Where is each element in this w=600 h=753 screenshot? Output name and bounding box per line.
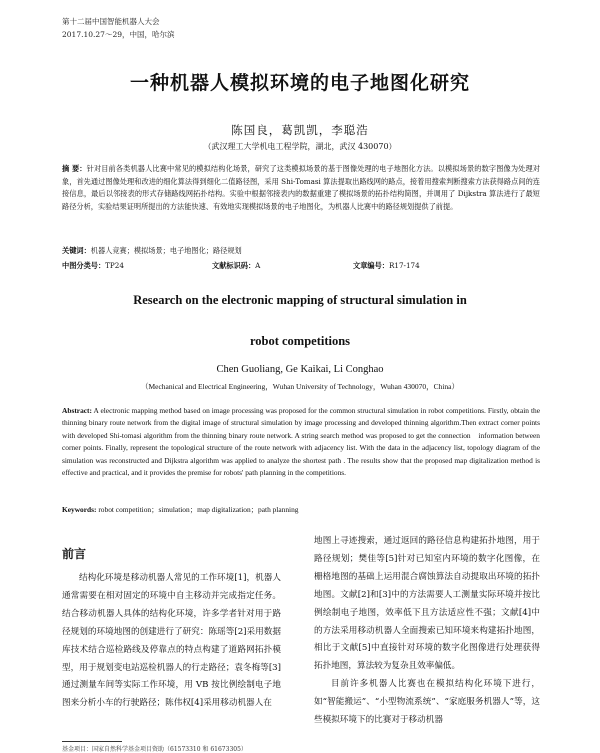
body-column-left: 结构化环境是移动机器人常见的工作环境[1]，机器人通常需要在相对固定的环境中自主移动并完成指定任务。结合移动机器人具体的结构化环境，许多学者针对用于路径规划的环境地图的创建进行了研究：陈瑶等[2]采用数据库技术结合巡检路线及停靠点的特点构建了道路网拓扑模型，用于规划变电站巡检机器人的行走路径；袁冬梅等[3]通过测量车间等实际工作环境，用 VB 按比例绘制电子地图来分析小车的行驶路径；陈伟权[4]采用移动机器人在 xyxy=(62,573,281,709)
clc-number: 中图分类号：TP24 xyxy=(62,261,124,270)
paper-title-en-line2: robot competitions xyxy=(249,334,351,348)
abstract-en xyxy=(62,405,540,479)
keywords-cn-label: 关键词： xyxy=(62,246,91,255)
paper-title-cn: 一种机器人模拟环境的电子地图化研究 xyxy=(129,72,470,94)
abstract-en-text: A electronic mapping method based on image processing was proposed for the common structural simulation in robot competitions. Firstly, obtain the thinning binary route network from the digital image of structural simulation by image processing and developed thinning algorithm.Then extract corner points with developed Shi-tomasi algorithm from the thinning binary route network. A string search method was proposed to get the connection information between corner points. Finally, represent the topological structure of the route network with adjacency list. With the data in the adjacency list, topology diagram of the simulation was reconstructed and Dijkstra algorithm was applied to analyze the shortest path . The results show that the proposed map digitalization method is effective and practical, and it provides the premise for robots' path planning in the competitions. xyxy=(62,406,540,478)
keywords-cn-text: 机器人竞赛；模拟场景；电子地图化；路径规划 xyxy=(90,246,242,255)
keywords-en-text: robot competition；simulation；map digitalization；path planning xyxy=(96,505,299,514)
section-heading: 前言 xyxy=(62,547,87,561)
footnote: 基金项目：国家自然科学基金项目资助（61573310 和 61673305） xyxy=(62,746,247,753)
keywords-en-label: Keywords: xyxy=(62,505,97,514)
abstract-cn xyxy=(62,163,540,213)
document-code: 文献标识码：A xyxy=(212,261,261,270)
abstract-cn-text: 针对目前各类机器人比赛中常见的模拟结构化场景，研究了这类模拟场景的基于图像处理的电子地图化方法。以模拟场景的数字图像为处理对象，首先通过图像处理和改进的细化算法得到细化二值路径图，采用 Shi-Tomasi 算法提取出路线网的路点，接着用搜索判断搜索方法获得路点间的连接信息，最后以邻接表的形式存储路线网拓扑结构。实验中根据邻接表内的数据重建了模拟场景的拓扑结构简图，并调用了 Dijkstra 算法进行了最短路径分析，实验结果证明所提出的方法能快速、有效地实现模拟场景的电子地图化，为机器人比赛中的路径规划提供了前提。 xyxy=(62,164,540,211)
footnote-rule xyxy=(62,741,122,742)
conference-date-place: 2017.10.27～29，中国，哈尔滨 xyxy=(62,30,175,39)
paragraph: 地图上寻迹搜索，通过返回的路径信息构建拓扑地图，用于路径规划；樊佳等[5]针对已知室内环境的数字化图像，在栅格地图的基础上运用混合腐蚀算法自动提取出环境的拓扑地图。文献[2]和[3]中的方法需要人工测量实际环境并按比例绘制电子地图，效率低下且方法适应性不强；文献[4]中的方法采用移动机器人全面搜索已知环境来构建拓扑地图，相比于文献[5]中直接针对环境的数字化图像进行处理获得拓扑地图，算法较为复杂且效率偏低。 xyxy=(314,536,540,672)
keywords-cn xyxy=(62,246,242,256)
paper-title-en-line1: Research on the electronic mapping of structural simulation in xyxy=(133,293,467,307)
keywords-en xyxy=(62,504,298,515)
abstract-en-label: Abstract: xyxy=(62,406,92,415)
paragraph: 目前许多机器人比赛也在模拟结构化环境下进行，如“智能搬运”、“小型物流系统”、“家庭服务机器人”等，这些模拟环境下的比赛对于移动机器 xyxy=(314,679,540,726)
conference-name: 第十二届中国智能机器人大会 xyxy=(62,17,160,26)
affiliation-en: （Mechanical and Electrical Engineering，Wuhan University of Technology，Wuhan 430070，China） xyxy=(140,382,460,391)
body-column-right xyxy=(314,533,540,730)
authors-cn: 陈国良，葛凯凯，李聪浩 xyxy=(231,123,369,137)
authors-en: Chen Guoliang, Ge Kaikai, Li Conghao xyxy=(216,364,384,375)
article-number: 文章编号：R17-174 xyxy=(353,261,420,270)
abstract-cn-label: 摘 要： xyxy=(62,164,87,173)
affiliation-cn: （武汉理工大学机电工程学院，湖北，武汉 430070） xyxy=(203,142,397,151)
